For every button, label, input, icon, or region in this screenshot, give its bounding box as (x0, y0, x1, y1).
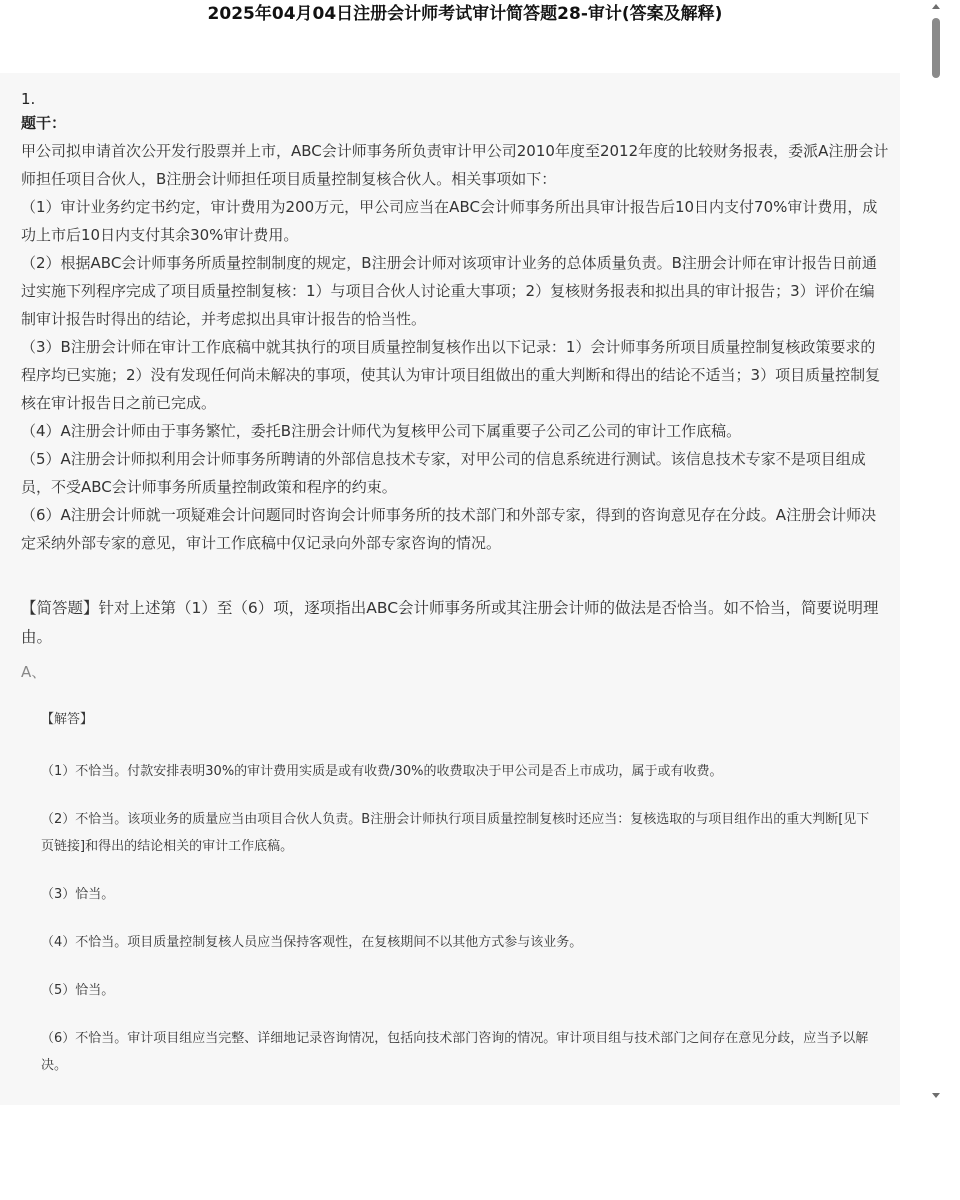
answer-item-4: （4）不恰当。项目质量控制复核人员应当保持客观性，在复核期间不以其他方式参与该业务。 (41, 935, 583, 950)
answer-item-3: （3）恰当。 (41, 887, 115, 902)
stem-item-1: （1）审计业务约定书约定，审计费用为200万元，甲公司应当在ABC会计师事务所出具审计报告后10日内支付70%审计费用，成功上市后10日内支付其余30%审计费用。 (21, 198, 878, 244)
scroll-down-arrow-icon[interactable] (932, 1093, 940, 1098)
stem-item-6: （6）A注册会计师就一项疑难会计问题同时咨询会计师事务所的技术部门和外部专家，得到的咨询意见存在分歧。A注册会计师决定采纳外部专家的意见，审计工作底稿中仅记录向外部专家咨询的情况。 (21, 506, 877, 552)
option-a[interactable]: A、 (21, 663, 47, 681)
answer-item-2: （2）不恰当。该项业务的质量应当由项目合伙人负责。B注册会计师执行项目质量控制复核时还应当：复核选取的与项目组作出的重大判断[见下页链接]和得出的结论相关的审计工作底稿。 (41, 812, 870, 854)
answer-item-6: （6）不恰当。审计项目组应当完整、详细地记录咨询情况，包括向技术部门咨询的情况。审计项目组与技术部门之间存在意见分歧，应当予以解决。 (41, 1031, 869, 1073)
answer-item-5: （5）恰当。 (41, 983, 115, 998)
stem-item-5: （5）A注册会计师拟利用会计师事务所聘请的外部信息技术专家，对甲公司的信息系统进行测试。该信息技术专家不是项目组成员，不受ABC会计师事务所质量控制政策和程序的约束。 (21, 450, 866, 496)
answer-section (41, 710, 881, 1079)
answer-title: 【解答】 (41, 712, 94, 727)
question-prompt: 【简答题】针对上述第（1）至（6）项，逐项指出ABC会计师事务所或其注册会计师的做法是否恰当。如不恰当，简要说明理由。 (21, 599, 879, 646)
question-stem-label: 题干： (21, 114, 67, 132)
stem-item-3: （3）B注册会计师在审计工作底稿中就其执行的项目质量控制复核作出以下记录：1）会计师事务所项目质量控制复核政策要求的程序均已实施；2）没有发现任何尚未解决的事项，使其认为审计项目组做出的重大判断和得出的结论不适当；3）项目质量控制复核在审计报告日之前已完成。 (21, 338, 881, 412)
question-panel (0, 73, 900, 1105)
question-number: 1. (21, 90, 36, 108)
scroll-up-arrow-icon[interactable] (932, 4, 940, 9)
stem-item-2: （2）根据ABC会计师事务所质量控制制度的规定，B注册会计师对该项审计业务的总体质量负责。B注册会计师在审计报告日前通过实施下列程序完成了项目质量控制复核：1）与项目合伙人讨论重大事项；2）复核财务报表和拟出具的审计报告；3）评价在编制审计报告时得出的结论，并考虑拟出具审计报告的恰当性。 (21, 254, 877, 328)
answer-item-1: （1）不恰当。付款安排表明30%的审计费用实质是或有收费/30%的收费取决于甲公司是否上市成功，属于或有收费。 (41, 764, 723, 779)
stem-item-4: （4）A注册会计师由于事务繁忙，委托B注册会计师代为复核甲公司下属重要子公司乙公司的审计工作底稿。 (21, 422, 742, 440)
scrollbar-thumb[interactable] (932, 18, 940, 78)
question-stem (21, 137, 889, 557)
stem-intro-paragraph: 甲公司拟申请首次公开发行股票并上市，ABC会计师事务所负责审计甲公司2010年度至2012年度的比较财务报表，委派A注册会计师担任项目合伙人，B注册会计师担任项目质量控制复核合伙人。相关事项如下： (21, 142, 889, 188)
page-title: 2025年04月04日注册会计师考试审计简答题28-审计(答案及解释) (207, 4, 723, 24)
vertical-scrollbar[interactable] (929, 0, 943, 1105)
